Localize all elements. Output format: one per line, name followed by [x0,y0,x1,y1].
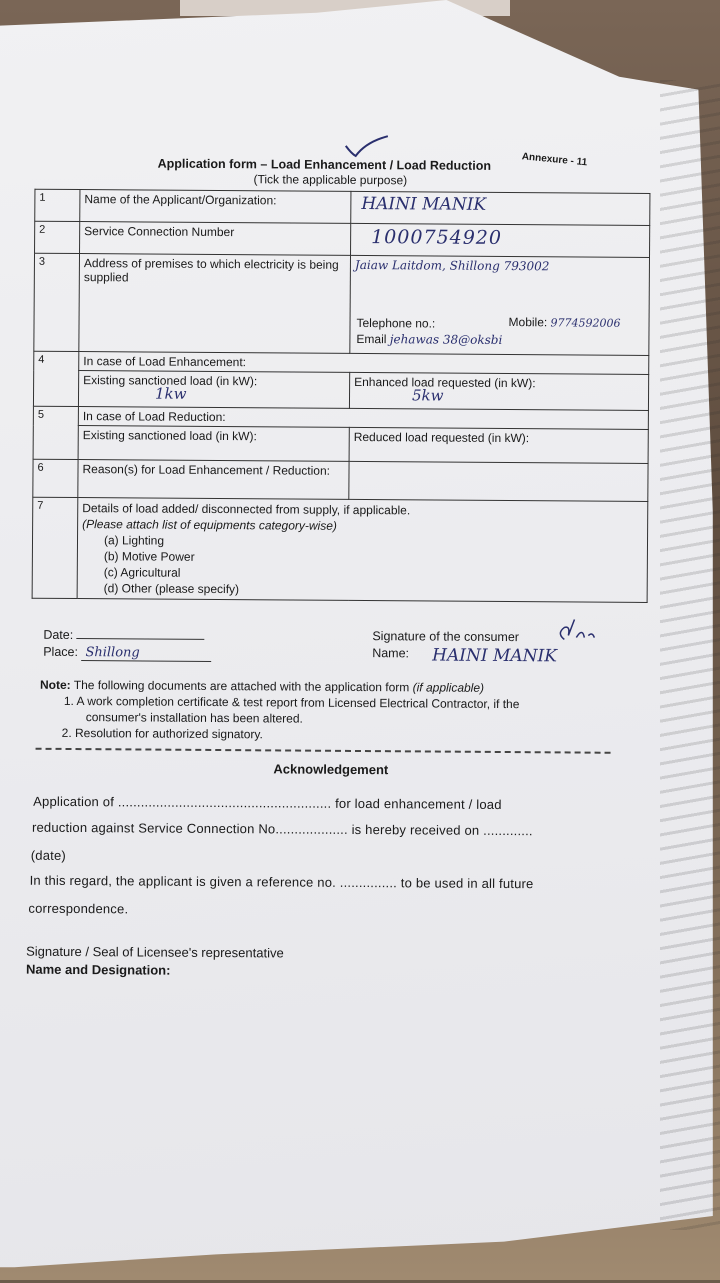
enhanced-load-cell[interactable] [349,372,648,410]
place-label: Place: [43,644,79,660]
licensee-signature-label: Signature / Seal of Licensee's representative [26,943,284,961]
place-field[interactable] [43,645,211,662]
existing-load-reduction-cell[interactable] [78,426,349,462]
applicant-name-field[interactable] [351,191,650,225]
name-designation-label: Name and Designation: [25,961,171,978]
row-number: 6 [33,459,78,497]
reduced-load-label: Reduced load requested (in kW): [353,429,530,446]
note-qualifier: (if applicable) [412,680,485,695]
ack-line: (date) [30,847,67,863]
annexure-label: Annexure - 11 [521,151,588,169]
table-row [35,221,650,257]
list-item: consumer's installation has been altered. [85,710,303,726]
existing-load-reduction-label: Existing sanctioned load (in kW): [82,428,257,444]
enhanced-load-label: Enhanced load requested (in kW): [354,374,536,391]
note-label: Note: [39,677,71,692]
list-item: (b) Motive Power [103,549,195,564]
mobile-label: Mobile: [508,315,548,330]
table-row [32,497,648,602]
form-title: Application form – Load Enhancement / Load Reduction [157,156,492,173]
row-number: 3 [34,253,80,351]
email-label: Email [356,331,387,347]
form-subtitle: (Tick the applicable purpose) [253,172,408,188]
ack-line: correspondence. [28,900,129,917]
reduced-load-cell[interactable] [349,427,648,463]
address-field[interactable] [350,255,650,355]
acknowledgement-heading: Acknowledgement [273,761,389,778]
load-details-note: (Please attach list of equipments category-wise) [82,517,337,533]
ack-line: Application of ........................................................ for load enhancement / load [33,793,502,812]
ack-line: In this regard, the applicant is given a reference no. ............... to be used in all future [29,872,534,892]
row-number: 2 [35,221,80,253]
table-row [33,370,648,410]
applicant-name-label: Name of the Applicant/Organization: [80,190,351,224]
list-item: 1. A work completion certificate & test report from Licensed Electrical Contractor, if the [63,693,520,712]
place-value: Shillong [85,645,140,661]
name-label: Name: [372,646,410,661]
existing-load-label: Existing sanctioned load (in kW): [83,373,258,389]
date-label: Date: [43,627,74,643]
list-item: (a) Lighting [103,533,165,548]
reason-field[interactable] [349,461,648,501]
ack-line: reduction against Service Connection No................... is hereby received on ............. [31,819,533,839]
application-table [32,189,651,603]
row-number: 1 [35,189,80,221]
existing-load-cell[interactable] [78,371,349,409]
note-block [40,677,660,745]
consumer-name-value: HAINI MANIK [432,645,558,667]
date-field[interactable] [43,628,204,643]
row-number: 7 [32,497,78,598]
load-details-label: Details of load added/ disconnected from supply, if applicable. [82,501,411,518]
list-item: (c) Agricultural [103,565,181,580]
cut-line [36,748,611,754]
table-row [35,189,650,225]
existing-load-value: 1kw [154,384,187,403]
table-row [34,253,650,355]
table-row [33,459,648,501]
service-connection-field[interactable] [351,223,650,257]
applicant-name-value: HAINI MANIK [361,194,487,215]
reason-label: Reason(s) for Load Enhancement / Reduction: [78,460,349,500]
list-item: (d) Other (please specify) [103,581,240,597]
note-text: The following documents are attached with the application form [73,678,410,695]
list-item: 2. Resolution for authorized signatory. [61,725,263,742]
service-connection-label: Service Connection Number [80,222,351,256]
service-connection-value: 1000754920 [371,226,503,249]
load-reduction-heading: In case of Load Reduction: [78,407,648,430]
address-value: Jaiaw Laitdom, Shillong 793002 [354,257,550,274]
email-value: jehawas 38@oksbi [389,332,503,347]
signature-label: Signature of the consumer [372,629,520,645]
row-number: 5 [33,406,78,459]
row-number: 4 [33,351,78,406]
mobile-value: 9774592006 [550,316,621,330]
enhanced-load-value: 5kw [411,386,444,405]
signature-scribble [554,617,600,647]
load-enhancement-heading: In case of Load Enhancement: [79,352,649,375]
telephone-label: Telephone no.: [356,315,436,331]
table-row [33,425,648,463]
load-details-cell [77,498,648,603]
address-label: Address of premises to which electricity is being supplied [79,254,351,354]
